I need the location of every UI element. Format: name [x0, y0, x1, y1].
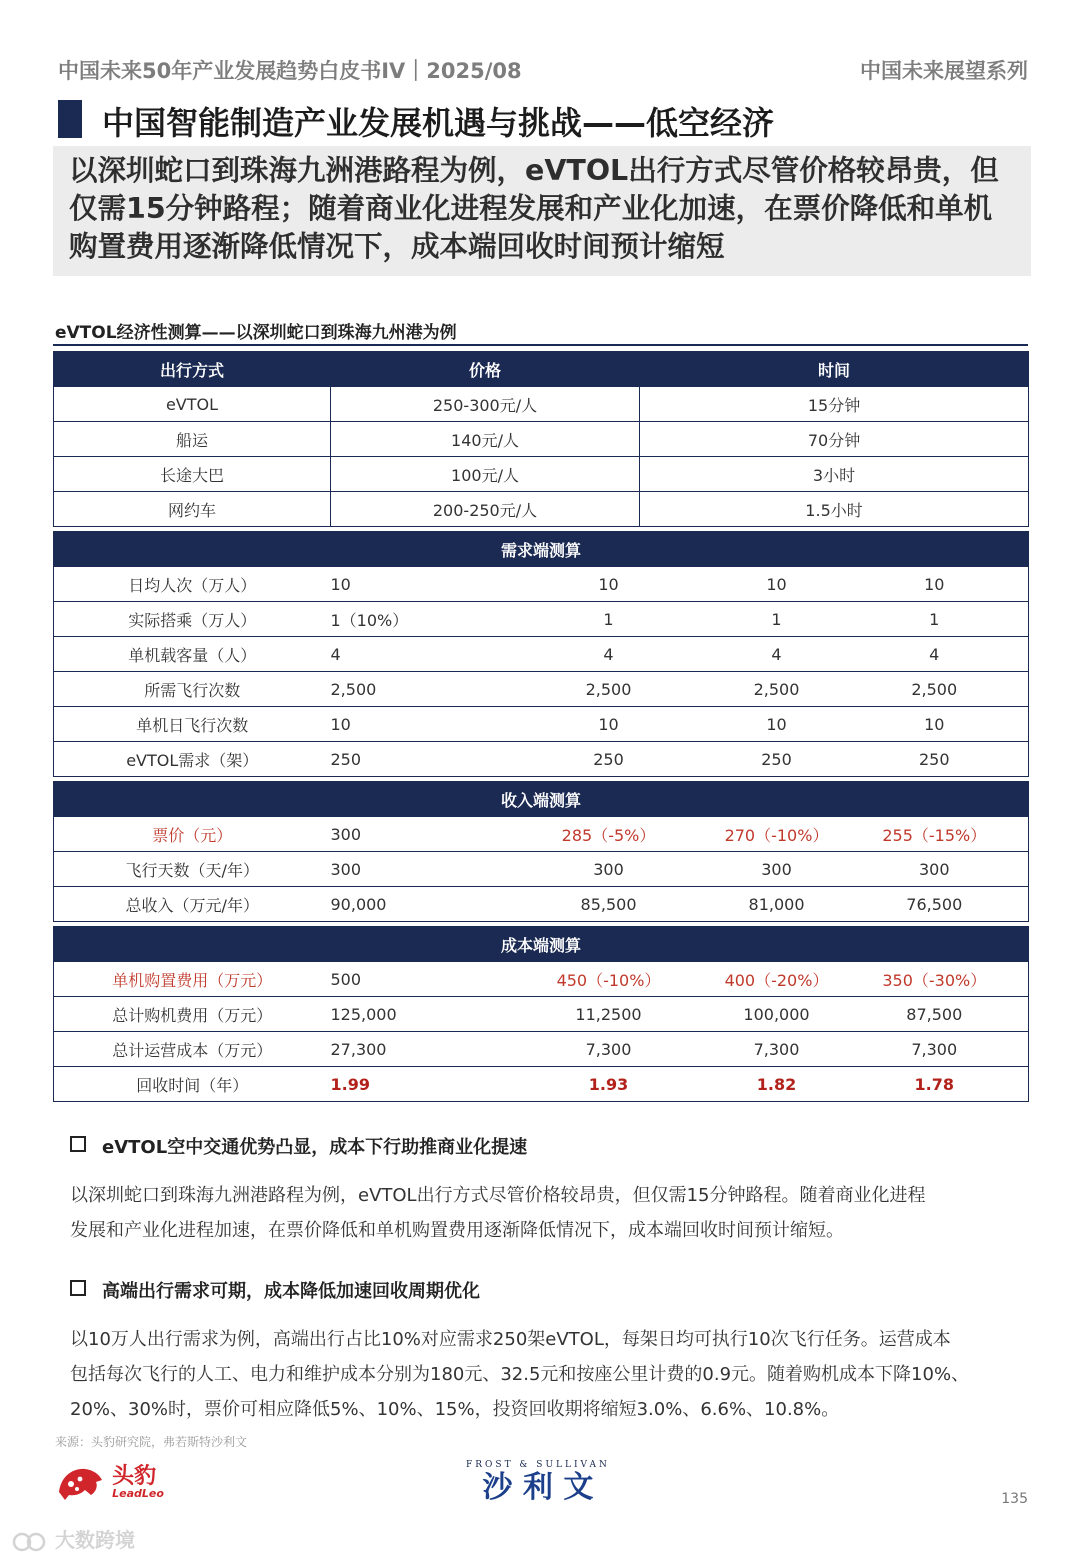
row-label: 回收时间（年）: [54, 1067, 331, 1102]
cell: 255（-15%）: [841, 817, 1029, 852]
cell: 10: [713, 707, 841, 742]
summary-text: 以深圳蛇口到珠海九洲港路程为例，eVTOL出行方式尽管价格较昂贵，但仅需15分钟路程；随着商业化进程发展和产业化加速，在票价降低和单机购置费用逐渐降低情况下，成本端回收时间预计缩短: [69, 154, 999, 263]
watermark-text: 大数跨境: [54, 1528, 135, 1552]
mode-time: 3小时: [640, 457, 1029, 492]
cell: 1: [841, 602, 1029, 637]
cell: 10: [331, 567, 505, 602]
mode-header-row: [54, 352, 1029, 387]
cell: 300: [841, 852, 1029, 887]
frost-cn-name: 沙 利 文: [482, 1470, 594, 1505]
section-heading-text: 高端出行需求可期，成本降低加速回收周期优化: [102, 1281, 480, 1302]
mode-time: 15分钟: [640, 387, 1029, 422]
row-label: 票价（元）: [54, 817, 331, 852]
cell: 1（10%）: [331, 602, 505, 637]
time-header-cell: 时间: [640, 352, 1029, 387]
cell: 300: [713, 852, 841, 887]
leadleo-cn-name: 头豹: [112, 1463, 157, 1489]
table-row: [54, 567, 1029, 602]
cell: 7,300: [505, 1032, 713, 1067]
table-row: [54, 817, 1029, 852]
title-accent-bar: [58, 100, 82, 138]
row-label: 单机购置费用（万元）: [54, 962, 331, 997]
table-row: [54, 1032, 1029, 1067]
paragraph-line: 20%、30%时，票价可相应降低5%、10%、15%，投资回收期将缩短3.0%、6.6%、10.8%。: [70, 1399, 840, 1420]
row-label: 单机日飞行次数: [54, 707, 331, 742]
price-header-cell: 价格: [331, 352, 640, 387]
cell: 250: [331, 742, 505, 777]
cell: 10: [331, 707, 505, 742]
paragraph-line: 以深圳蛇口到珠海九洲港路程为例，eVTOL出行方式尽管价格较昂贵，但仅需15分钟路程。随着商业化进程: [70, 1185, 926, 1206]
table-row: [54, 962, 1029, 997]
summary-box: [53, 146, 1031, 276]
evtol-economics-table: [53, 351, 1029, 1102]
table-row: [54, 602, 1029, 637]
cell: 10: [505, 707, 713, 742]
mode-row: [54, 492, 1029, 527]
row-label: 总计购机费用（万元）: [54, 997, 331, 1032]
checkbox-bullet-icon: [70, 1280, 86, 1296]
checkbox-bullet-icon: [70, 1136, 86, 1152]
mode-price: 100元/人: [331, 457, 640, 492]
cell: 100,000: [713, 997, 841, 1032]
cell: 300: [331, 852, 505, 887]
cell: 450（-10%）: [505, 962, 713, 997]
row-label: 总计运营成本（万元）: [54, 1032, 331, 1067]
source-note: 来源：头豹研究院，弗若斯特沙利文: [55, 1435, 248, 1449]
mode-row: [54, 422, 1029, 457]
demand-section-title: 需求端测算: [54, 532, 1029, 567]
leadleo-en-name: LeadLeo: [112, 1486, 164, 1500]
mode-price: 200-250元/人: [331, 492, 640, 527]
table-row: [54, 742, 1029, 777]
table-row: [54, 997, 1029, 1032]
cell: 81,000: [713, 887, 841, 922]
cell: 1.78: [841, 1067, 1029, 1102]
table-title-rule: [53, 344, 1028, 346]
section-heading-text: eVTOL空中交通优势凸显，成本下行助推商业化提速: [102, 1137, 528, 1158]
paragraph-line: 包括每次飞行的人工、电力和维护成本分别为180元、32.5元和按座公里计费的0.9元。随着购机成本下降10%、: [70, 1364, 970, 1385]
cell: 4: [841, 637, 1029, 672]
row-label: 所需飞行次数: [54, 672, 331, 707]
header-report-title: 中国未来50年产业发展趋势白皮书IV｜2025/08: [58, 59, 522, 83]
mode-price: 140元/人: [331, 422, 640, 457]
mode-price: 250-300元/人: [331, 387, 640, 422]
leadleo-logo: [55, 1462, 164, 1502]
cell: 7,300: [713, 1032, 841, 1067]
revenue-section-header: [54, 782, 1029, 817]
cell: 10: [841, 567, 1029, 602]
mode-row: [54, 387, 1029, 422]
mode-row: [54, 457, 1029, 492]
table-row: [54, 637, 1029, 672]
cell: 500: [331, 962, 505, 997]
mode-name: 长途大巴: [54, 457, 331, 492]
cell: 250: [713, 742, 841, 777]
section-heading-2: [70, 1277, 480, 1303]
cell: 27,300: [331, 1032, 505, 1067]
watermark: [12, 1524, 135, 1553]
row-label: 日均人次（万人）: [54, 567, 331, 602]
table-row: [54, 852, 1029, 887]
cell: 1: [713, 602, 841, 637]
paragraph-line: 以10万人出行需求为例，高端出行占比10%对应需求250架eVTOL，每架日均可执行10次飞行任务。运营成本: [70, 1329, 951, 1350]
table-row: [54, 707, 1029, 742]
cell: 4: [505, 637, 713, 672]
mode-name: 网约车: [54, 492, 331, 527]
mode-name: eVTOL: [54, 387, 331, 422]
mode-name: 船运: [54, 422, 331, 457]
cell: 1.82: [713, 1067, 841, 1102]
cell: 10: [505, 567, 713, 602]
section-paragraph-1: [70, 1178, 1025, 1248]
paragraph-line: 发展和产业化进程加速，在票价降低和单机购置费用逐渐降低情况下，成本端回收时间预计缩短。: [70, 1220, 844, 1241]
row-label: 总收入（万元/年）: [54, 887, 331, 922]
cost-section-header: [54, 927, 1029, 962]
cell: 125,000: [331, 997, 505, 1032]
row-label: eVTOL需求（架）: [54, 742, 331, 777]
table-row: [54, 1067, 1029, 1102]
page-title: 中国智能制造产业发展机遇与挑战——低空经济: [102, 104, 775, 142]
header-series-name: 中国未来展望系列: [860, 59, 1028, 83]
cell: 4: [713, 637, 841, 672]
table-title: eVTOL经济性测算——以深圳蛇口到珠海九州港为例: [55, 323, 457, 343]
row-label: 实际搭乘（万人）: [54, 602, 331, 637]
cell: 300: [505, 852, 713, 887]
cell: 11,2500: [505, 997, 713, 1032]
cell: 1: [505, 602, 713, 637]
cell: 85,500: [505, 887, 713, 922]
table-row: [54, 887, 1029, 922]
mode-header-cell: 出行方式: [54, 352, 331, 387]
cell: 300: [331, 817, 505, 852]
cell: 250: [841, 742, 1029, 777]
cell: 2,500: [841, 672, 1029, 707]
section-heading-1: [70, 1133, 527, 1159]
section-paragraph-2: [70, 1322, 1025, 1427]
page-number: 135: [1001, 1491, 1028, 1507]
cell: 285（-5%）: [505, 817, 713, 852]
cell: 270（-10%）: [713, 817, 841, 852]
cell: 350（-30%）: [841, 962, 1029, 997]
row-label: 飞行天数（天/年）: [54, 852, 331, 887]
frost-sullivan-logo: [466, 1460, 610, 1506]
mode-time: 70分钟: [640, 422, 1029, 457]
cell: 250: [505, 742, 713, 777]
cell: 400（-20%）: [713, 962, 841, 997]
demand-section-header: [54, 532, 1029, 567]
frost-en-name: FROST & SULLIVAN: [466, 1460, 610, 1470]
cell: 2,500: [331, 672, 505, 707]
mode-time: 1.5小时: [640, 492, 1029, 527]
cell: 10: [713, 567, 841, 602]
cell: 90,000: [331, 887, 505, 922]
cell: 2,500: [713, 672, 841, 707]
cell: 1.93: [505, 1067, 713, 1102]
cell: 87,500: [841, 997, 1029, 1032]
cell: 7,300: [841, 1032, 1029, 1067]
cost-section-title: 成本端测算: [54, 927, 1029, 962]
cell: 1.99: [331, 1067, 505, 1102]
row-label: 单机载客量（人）: [54, 637, 331, 672]
cell: 10: [841, 707, 1029, 742]
revenue-section-title: 收入端测算: [54, 782, 1029, 817]
cell: 2,500: [505, 672, 713, 707]
cell: 76,500: [841, 887, 1029, 922]
table-row: [54, 672, 1029, 707]
cell: 4: [331, 637, 505, 672]
watermark-logo-icon: [12, 1531, 48, 1553]
leopard-logo-icon: [55, 1462, 105, 1502]
